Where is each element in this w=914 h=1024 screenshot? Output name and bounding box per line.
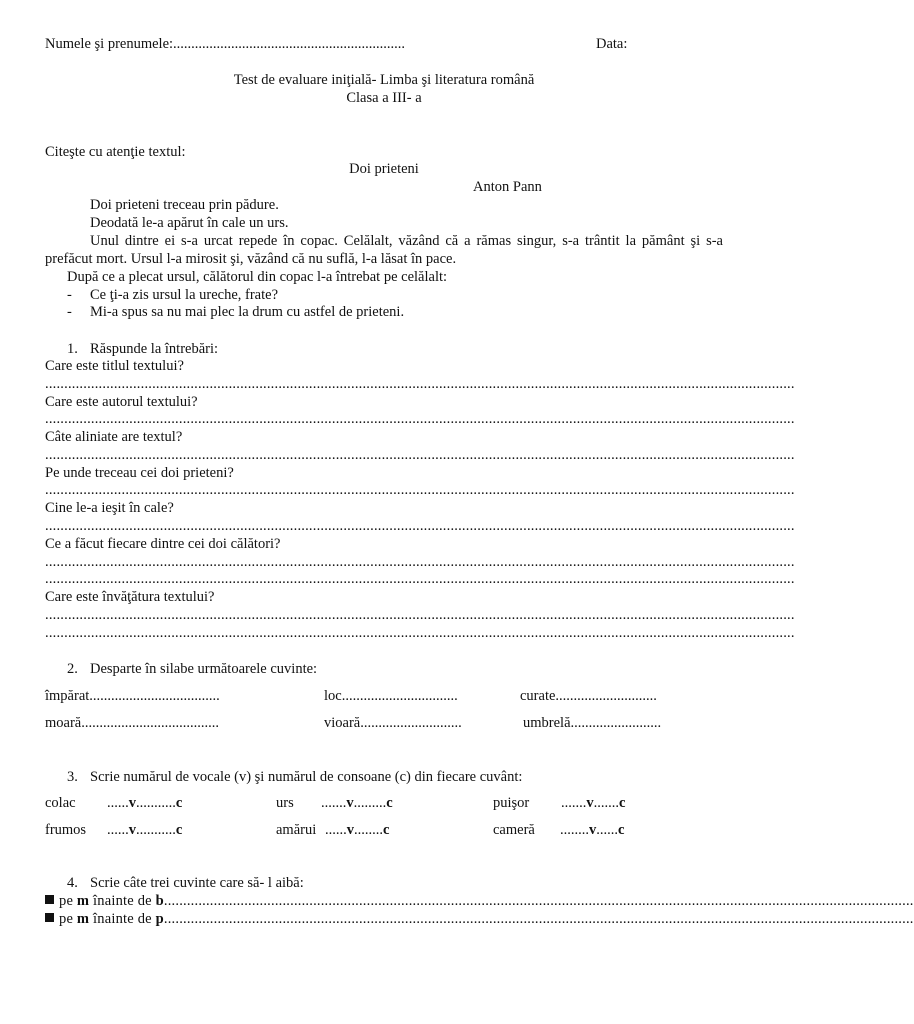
dots: ...... [325,822,347,838]
answer-dots: .................................................................................................................................................................................................... [163,911,914,927]
consonant-letter: c [383,822,390,838]
dots: ........ [560,822,589,838]
story-paragraph-4: După ce a plecat ursul, călătorul din copac l-a întrebat pe celălalt: [67,269,448,285]
dialog-dash-1: - [67,287,72,303]
m-before-b-line[interactable] [45,892,914,910]
answer-line-1[interactable]: .................................................................................................................................................................................................... [45,376,795,392]
vowel-letter: v [346,795,354,811]
dialog-line-1: Ce ţi-a zis ursul la ureche, frate? [90,287,279,303]
vowel-letter: v [346,822,354,838]
count-word-camera: cameră [493,822,535,838]
story-paragraph-3: Unul dintre ei s-a urcat repede în copac. Celălalt, văzând că a rămas singur, s-a trântit la pământ şi s-a prefăcut mort. Ursul l-a mirosit şi, văzând că nu suflă, l-a lăsat în pace. [45,233,723,267]
answer-line-4[interactable]: .................................................................................................................................................................................................... [45,482,795,498]
dots: ......... [353,795,387,811]
dots: ....... [561,795,587,811]
question-1: Care este titlul textului? [45,358,184,374]
count-word-colac: colac [45,795,76,811]
story-author: Anton Pann [473,179,542,195]
text-pe: pe [59,893,74,909]
count-answer-puisor[interactable] [561,794,625,812]
dialog-line-2: Mi-a spus sa nu mai plec la drum cu astfel de prieteni. [90,304,405,320]
ex3-number: 3. [67,769,78,785]
square-bullet-icon [45,913,54,922]
count-word-frumos: frumos [45,822,87,838]
name-line [45,35,405,53]
dots: ....... [321,795,347,811]
ex2-heading: Desparte în silabe următoarele cuvinte: [90,661,318,677]
ex3-heading: Scrie numărul de vocale (v) şi numărul de consoane (c) din fiecare cuvânt: [90,769,523,785]
test-title: Test de evaluare iniţială- Limba şi literatura română [233,72,535,88]
ex4-heading: Scrie câte trei cuvinte care să- l aibă: [90,875,304,891]
consonant-letter: c [619,795,626,811]
test-subtitle: Clasa a III- a [346,90,422,106]
vowel-letter: v [128,822,136,838]
dialog-dash-2: - [67,304,72,320]
answer-line-3[interactable]: .................................................................................................................................................................................................... [45,447,795,463]
dots: ...... [107,795,129,811]
dots: ........... [136,795,176,811]
text-inainte-de: înainte de [93,893,152,909]
syllable-word-6[interactable]: umbrelă......................... [523,715,662,731]
dots: ........ [354,822,383,838]
count-answer-colac[interactable] [107,794,182,812]
story-title: Doi prieteni [349,161,419,177]
consonant-letter: c [175,822,183,838]
count-word-amarui: amărui [276,822,317,838]
syllable-word-2[interactable]: loc................................ [324,688,458,704]
reading-instruction: Citeşte cu atenţie textul: [45,144,186,160]
answer-line-6a[interactable]: .................................................................................................................................................................................................... [45,554,795,570]
count-word-puisor: puişor [493,795,530,811]
vowel-letter: v [586,795,594,811]
letter-m: m [76,911,90,927]
text-inainte-de: înainte de [93,911,152,927]
syllable-word-1[interactable]: împărat.................................... [45,688,220,704]
text-pe: pe [59,911,74,927]
ex1-number: 1. [67,341,78,357]
consonant-letter: c [386,795,393,811]
letter-b: b [155,893,164,909]
date-label: Data: [596,36,628,52]
dots: ....... [593,795,619,811]
dots: ...... [107,822,129,838]
dots: ........... [136,822,176,838]
consonant-letter: c [175,795,183,811]
vowel-letter: v [128,795,136,811]
dots: ...... [596,822,618,838]
syllable-word-5[interactable]: vioară............................ [324,715,462,731]
question-5: Cine le-a ieşit în cale? [45,500,174,516]
count-answer-amarui[interactable] [325,821,389,839]
vowel-letter: v [589,822,597,838]
question-7: Care este învăţătura textului? [45,589,215,605]
syllable-word-3[interactable]: curate............................ [520,688,657,704]
name-label: Numele şi prenumele: [45,36,174,52]
story-paragraph-1: Doi prieteni treceau prin pădure. [90,197,279,213]
story-paragraph-2: Deodată le-a apărut în cale un urs. [90,215,289,231]
answer-line-2[interactable]: .................................................................................................................................................................................................... [45,411,795,427]
count-answer-camera[interactable] [560,821,624,839]
answer-line-7b[interactable]: .................................................................................................................................................................................................... [45,625,795,641]
letter-p: p [155,911,164,927]
ex4-number: 4. [67,875,78,891]
answer-line-5[interactable]: .................................................................................................................................................................................................... [45,518,795,534]
question-4: Pe unde treceau cei doi prieteni? [45,465,234,481]
question-2: Care este autorul textului? [45,394,198,410]
question-6: Ce a făcut fiecare dintre cei doi călători? [45,536,281,552]
square-bullet-icon [45,895,54,904]
name-dots: ................................................................ [173,36,406,52]
m-before-p-line[interactable] [45,910,914,928]
ex2-number: 2. [67,661,78,677]
count-answer-frumos[interactable] [107,821,182,839]
question-3: Câte aliniate are textul? [45,429,183,445]
count-word-urs: urs [276,795,294,811]
answer-dots: .................................................................................................................................................................................................... [163,893,914,909]
syllable-word-4[interactable]: moară...................................... [45,715,219,731]
letter-m: m [76,893,90,909]
answer-line-7a[interactable]: .................................................................................................................................................................................................... [45,607,795,623]
count-answer-urs[interactable] [321,794,393,812]
answer-line-6b[interactable]: .................................................................................................................................................................................................... [45,571,795,587]
consonant-letter: c [618,822,625,838]
ex1-heading: Răspunde la întrebări: [90,341,219,357]
